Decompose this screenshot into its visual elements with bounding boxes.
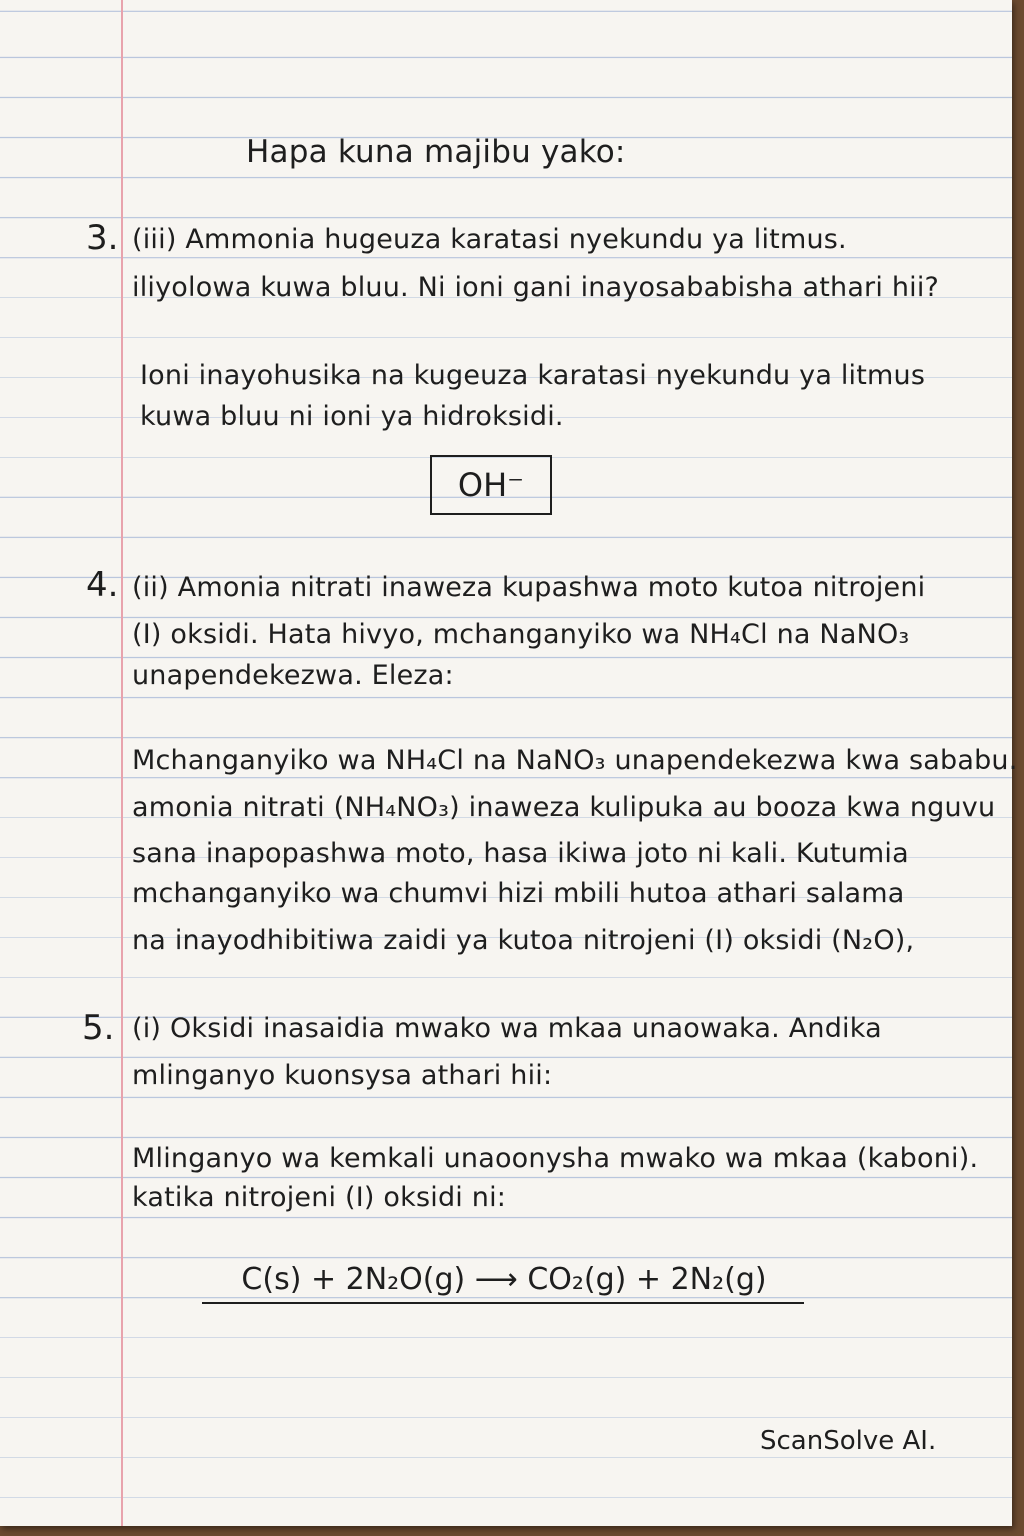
q3-answer-line-1: Ioni inayohusika na kugeuza karatasi nyekundu ya litmus — [140, 360, 926, 391]
equation-underline — [202, 1302, 804, 1304]
question-number-4: 4. — [86, 565, 119, 605]
question-number-5: 5. — [82, 1008, 115, 1048]
q5-question-line-2: mlinganyo kuonsysa athari hii: — [132, 1060, 553, 1091]
signature: ScanSolve AI. — [760, 1426, 937, 1456]
boxed-answer: OH⁻ — [430, 455, 552, 515]
q4-question-line-3: unapendekezwa. Eleza: — [132, 660, 454, 691]
q3-answer-line-2: kuwa bluu ni ioni ya hidroksidi. — [140, 401, 564, 432]
q4-question-line-2: (I) oksidi. Hata hivyo, mchanganyiko wa NH₄Cl na NaNO₃ — [132, 619, 910, 650]
chemical-equation: C(s) + 2N₂O(g) ⟶ CO₂(g) + 2N₂(g) — [241, 1262, 767, 1297]
q4-question-line-1: (ii) Amonia nitrati inaweza kupashwa moto kutoa nitrojeni — [132, 572, 926, 603]
q5-answer-line-2: katika nitrojeni (I) oksidi ni: — [132, 1182, 507, 1213]
q3-question-line-2: iliyolowa kuwa bluu. Ni ioni gani inayosababisha athari hii? — [132, 272, 940, 303]
q4-answer-line-5: na inayodhibitiwa zaidi ya kutoa nitrojeni (I) oksidi (N₂O), — [132, 925, 915, 956]
margin-line — [121, 0, 123, 1526]
q4-answer-line-3: sana inapopashwa moto, hasa ikiwa joto ni kali. Kutumia — [132, 838, 909, 869]
q4-answer-line-4: mchanganyiko wa chumvi hizi mbili hutoa athari salama — [132, 878, 905, 909]
q5-answer-line-1: Mlinganyo wa kemkali unaoonysha mwako wa mkaa (kaboni). — [132, 1143, 979, 1174]
page-title: Hapa kuna majibu yako: — [246, 134, 626, 170]
q5-question-line-1: (i) Oksidi inasaidia mwako wa mkaa unaowaka. Andika — [132, 1013, 882, 1044]
question-number-3: 3. — [86, 218, 119, 258]
q4-answer-line-1: Mchanganyiko wa NH₄Cl na NaNO₃ unapendekezwa kwa sababu. — [132, 745, 1018, 776]
q4-answer-line-2: amonia nitrati (NH₄NO₃) inaweza kulipuka au booza kwa nguvu — [132, 792, 996, 823]
q3-question-line-1: (iii) Ammonia hugeuza karatasi nyekundu ya litmus. — [132, 224, 847, 255]
